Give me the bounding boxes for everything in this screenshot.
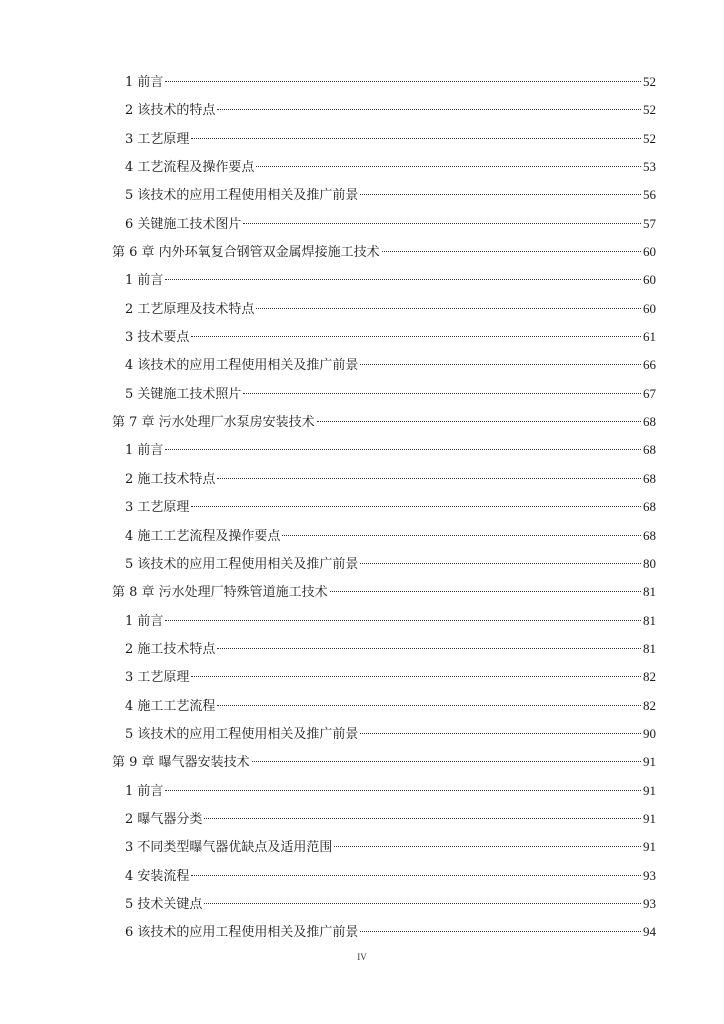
toc-entry-title: 3 工艺原理: [125, 670, 190, 686]
toc-entry-page-number: 91: [643, 810, 656, 826]
toc-dot-leader: [360, 733, 641, 734]
toc-section-entry[interactable]: [112, 550, 656, 578]
toc-dot-leader: [382, 251, 641, 252]
toc-section-entry[interactable]: [112, 125, 656, 153]
toc-entry-page-number: 81: [643, 584, 656, 600]
toc-entry-page-number: 91: [643, 754, 656, 770]
toc-entry-page-number: 52: [643, 102, 656, 118]
toc-entry-page-number: 90: [643, 725, 656, 741]
toc-entry-title: 6 该技术的应用工程使用相关及推广前景: [125, 925, 359, 941]
toc-dot-leader: [256, 308, 641, 309]
toc-dot-leader: [191, 875, 641, 876]
toc-dot-leader: [282, 535, 641, 536]
toc-entry-title: 4 施工工艺流程及操作要点: [125, 528, 281, 544]
toc-dot-leader: [360, 931, 641, 932]
toc-entry-page-number: 91: [643, 782, 656, 798]
toc-section-entry[interactable]: [112, 777, 656, 805]
toc-dot-leader: [217, 478, 641, 479]
toc-dot-leader: [165, 279, 641, 280]
toc-entry-title: 1 前言: [125, 783, 164, 799]
toc-section-entry[interactable]: [112, 436, 656, 464]
toc-chapter-entry[interactable]: [112, 238, 656, 266]
toc-entry-title: 6 关键施工技术图片: [125, 216, 242, 232]
toc-entry-page-number: 52: [643, 74, 656, 89]
toc-section-entry[interactable]: [112, 210, 656, 238]
toc-dot-leader: [191, 676, 641, 677]
toc-entry-page-number: 80: [643, 555, 656, 571]
toc-section-entry[interactable]: [112, 890, 656, 918]
toc-entry-title: 5 该技术的应用工程使用相关及推广前景: [125, 726, 359, 742]
toc-entry-title: 2 该技术的特点: [125, 103, 216, 119]
toc-entry-page-number: 60: [643, 272, 656, 288]
toc-entry-page-number: 81: [643, 612, 656, 628]
toc-section-entry[interactable]: [112, 833, 656, 861]
toc-entry-page-number: 68: [643, 527, 656, 543]
toc-dot-leader: [330, 591, 641, 592]
toc-dot-leader: [191, 506, 641, 507]
toc-entry-title: 2 施工技术特点: [125, 641, 216, 657]
toc-section-entry[interactable]: [112, 607, 656, 635]
toc-dot-leader: [360, 364, 641, 365]
toc-entry-title: 第 6 章 内外环氧复合钢管双金属焊接施工技术: [112, 245, 380, 261]
toc-entry-title: 第 7 章 污水处理厂水泵房安装技术: [112, 415, 315, 431]
toc-section-entry[interactable]: [112, 720, 656, 748]
toc-entry-title: 4 工艺流程及操作要点: [125, 160, 255, 176]
toc-entry-title: 3 工艺原理: [125, 500, 190, 516]
toc-dot-leader: [165, 449, 641, 450]
toc-entry-page-number: 68: [643, 442, 656, 458]
toc-dot-leader: [165, 790, 641, 791]
toc-entry-title: 第 8 章 污水处理厂特殊管道施工技术: [112, 585, 328, 601]
toc-dot-leader: [204, 818, 641, 819]
toc-entry-page-number: 91: [643, 839, 656, 855]
toc-entry-title: 1 前言: [125, 613, 164, 629]
toc-entry-title: 5 该技术的应用工程使用相关及推广前景: [125, 188, 359, 204]
toc-section-entry[interactable]: [112, 493, 656, 521]
toc-entry-title: 5 关键施工技术照片: [125, 386, 242, 402]
toc-section-entry[interactable]: [112, 266, 656, 294]
toc-entry-page-number: 61: [643, 329, 656, 345]
toc-entry-page-number: 66: [643, 357, 656, 373]
toc-dot-leader: [191, 336, 641, 337]
toc-section-entry[interactable]: [112, 918, 656, 946]
toc-dot-leader: [243, 393, 641, 394]
toc-section-entry[interactable]: [112, 805, 656, 833]
toc-entry-page-number: 82: [643, 697, 656, 713]
toc-entry-page-number: 82: [643, 669, 656, 685]
toc-section-entry[interactable]: [112, 323, 656, 351]
toc-entry-page-number: 52: [643, 130, 656, 146]
toc-section-entry[interactable]: [112, 465, 656, 493]
toc-section-entry[interactable]: [112, 181, 656, 209]
toc-chapter-entry[interactable]: [112, 748, 656, 776]
toc-entry-title: 5 技术关键点: [125, 896, 203, 912]
toc-entry-title: 1 前言: [125, 443, 164, 459]
table-of-contents: [112, 68, 656, 947]
toc-entry-page-number: 68: [643, 414, 656, 430]
toc-entry-title: 1 前言: [125, 75, 164, 90]
toc-dot-leader: [360, 563, 641, 564]
toc-entry-page-number: 67: [643, 385, 656, 401]
toc-entry-page-number: 93: [643, 867, 656, 883]
toc-section-entry[interactable]: [112, 351, 656, 379]
toc-dot-leader: [334, 846, 641, 847]
toc-entry-page-number: 94: [643, 924, 656, 940]
toc-entry-title: 2 工艺原理及技术特点: [125, 301, 255, 317]
toc-entry-page-number: 60: [643, 244, 656, 260]
toc-entry-title: 4 安装流程: [125, 868, 190, 884]
toc-section-entry[interactable]: [112, 692, 656, 720]
toc-entry-page-number: 56: [643, 187, 656, 203]
toc-dot-leader: [191, 138, 641, 139]
toc-section-entry[interactable]: [112, 862, 656, 890]
toc-entry-title: 第 9 章 曝气器安装技术: [112, 755, 250, 771]
toc-entry-page-number: 68: [643, 470, 656, 486]
toc-dot-leader: [217, 109, 641, 110]
toc-entry-title: 3 技术要点: [125, 330, 190, 346]
toc-section-entry[interactable]: [112, 295, 656, 323]
toc-entry-title: 3 工艺原理: [125, 131, 190, 147]
toc-section-entry[interactable]: [112, 380, 656, 408]
toc-entry-title: 1 前言: [125, 273, 164, 289]
toc-chapter-entry[interactable]: [112, 578, 656, 606]
toc-dot-leader: [360, 194, 641, 195]
toc-section-entry[interactable]: [112, 68, 656, 96]
toc-entry-title: 4 施工工艺流程: [125, 698, 216, 714]
toc-section-entry[interactable]: [112, 153, 656, 181]
toc-entry-page-number: 57: [643, 215, 656, 231]
toc-entry-title: 2 施工技术特点: [125, 471, 216, 487]
toc-dot-leader: [317, 421, 641, 422]
toc-entry-page-number: 93: [643, 895, 656, 911]
toc-dot-leader: [243, 223, 641, 224]
toc-entry-page-number: 53: [643, 159, 656, 175]
toc-dot-leader: [256, 166, 641, 167]
toc-entry-title: 2 曝气器分类: [125, 811, 203, 827]
toc-section-entry[interactable]: [112, 663, 656, 691]
toc-entry-title: 3 不同类型曝气器优缺点及适用范围: [125, 840, 333, 856]
toc-section-entry[interactable]: [112, 522, 656, 550]
toc-dot-leader: [217, 648, 641, 649]
toc-dot-leader: [252, 761, 641, 762]
toc-dot-leader: [217, 705, 641, 706]
toc-dot-leader: [204, 903, 641, 904]
toc-entry-title: 4 该技术的应用工程使用相关及推广前景: [125, 358, 359, 374]
toc-entry-page-number: 68: [643, 499, 656, 515]
toc-entry-title: 5 该技术的应用工程使用相关及推广前景: [125, 556, 359, 572]
toc-dot-leader: [165, 620, 641, 621]
toc-dot-leader: [165, 81, 641, 82]
toc-section-entry[interactable]: [112, 635, 656, 663]
page-number: IV: [357, 952, 367, 962]
toc-entry-page-number: 60: [643, 300, 656, 316]
toc-entry-page-number: 81: [643, 640, 656, 656]
toc-section-entry[interactable]: [112, 96, 656, 124]
toc-chapter-entry[interactable]: [112, 408, 656, 436]
